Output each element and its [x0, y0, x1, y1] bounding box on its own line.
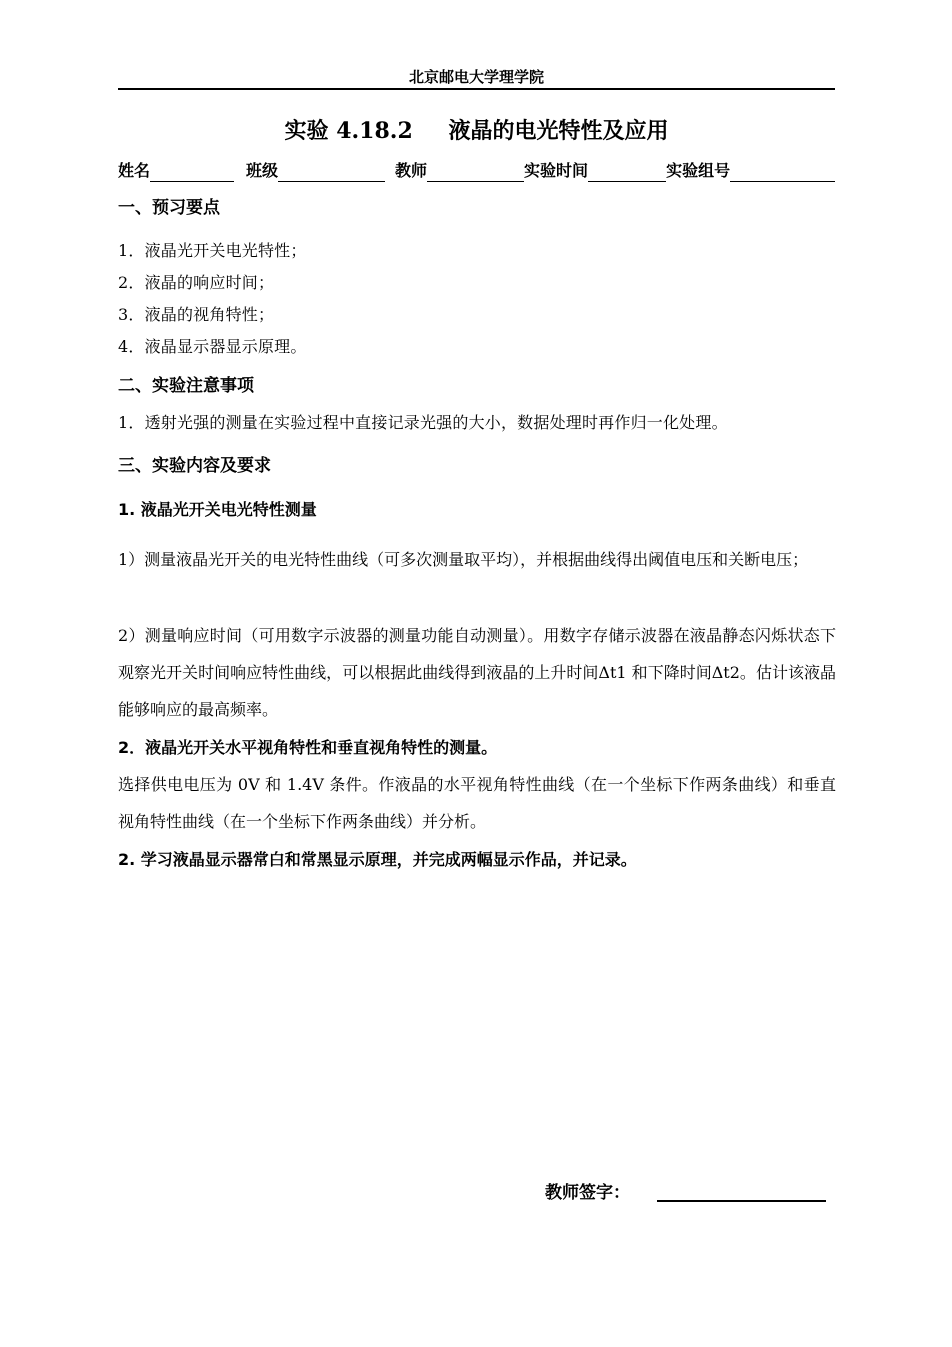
section-heading-content: 三、实验内容及要求 [118, 456, 271, 476]
subheading-electro-optic: 1. 液晶光开关电光特性测量 [118, 500, 317, 519]
name-blank[interactable] [150, 161, 234, 182]
experiment-time-blank[interactable] [588, 161, 666, 182]
teacher-blank[interactable] [427, 161, 524, 182]
section-heading-preview: 一、预习要点 [118, 198, 220, 218]
paragraph-response-time: 2）测量响应时间（可用数字示波器的测量功能自动测量）。用数字存储示波器在液晶静态闪烁状态下观察光开关时间响应特性曲线，可以根据此曲线得到液晶的上升时间Δt1 和下降时间Δt2。估计该液晶能够响应的最高频率。 [118, 626, 836, 719]
preview-item: 1．液晶光开关电光特性； [118, 241, 307, 260]
teacher-signature-line[interactable] [657, 1200, 826, 1202]
experiment-number: 实验 4.18.2 [284, 118, 413, 144]
class-blank[interactable] [278, 161, 385, 182]
preview-item: 2．液晶的响应时间； [118, 273, 275, 292]
teacher-label: 教师 [395, 161, 428, 180]
name-label: 姓名 [118, 161, 151, 180]
experiment-name: 液晶的电光特性及应用 [448, 118, 669, 144]
paragraph-viewing-angle: 选择供电电压为 0V 和 1.4V 条件。作液晶的水平视角特性曲线（在一个坐标下作两条曲线）和垂直视角特性曲线（在一个坐标下作两条曲线）并分析。 [118, 775, 836, 831]
teacher-signature-label: 教师签字： [545, 1183, 630, 1203]
preview-item: 3．液晶的视角特性； [118, 305, 275, 324]
paragraph-electro-optic-curve: 1）测量液晶光开关的电光特性曲线（可多次测量取平均），并根据曲线得出阈值电压和关断电压； [118, 550, 809, 569]
section-heading-notes: 二、实验注意事项 [118, 376, 254, 396]
group-number-blank[interactable] [730, 161, 835, 182]
page-header: 北京邮电大学理学院 [118, 68, 835, 90]
subheading-viewing-angle: 2．液晶光开关水平视角特性和垂直视角特性的测量。 [118, 738, 498, 757]
group-number-label: 实验组号 [666, 161, 731, 180]
preview-item: 4．液晶显示器显示原理。 [118, 337, 307, 356]
class-label: 班级 [246, 161, 279, 180]
experiment-time-label: 实验时间 [524, 161, 589, 180]
subheading-display-principle: 2. 学习液晶显示器常白和常黑显示原理，并完成两幅显示作品，并记录。 [118, 850, 637, 869]
experiment-title [118, 116, 835, 146]
student-info-row [118, 158, 835, 182]
notes-item: 1．透射光强的测量在实验过程中直接记录光强的大小，数据处理时再作归一化处理。 [118, 413, 728, 432]
